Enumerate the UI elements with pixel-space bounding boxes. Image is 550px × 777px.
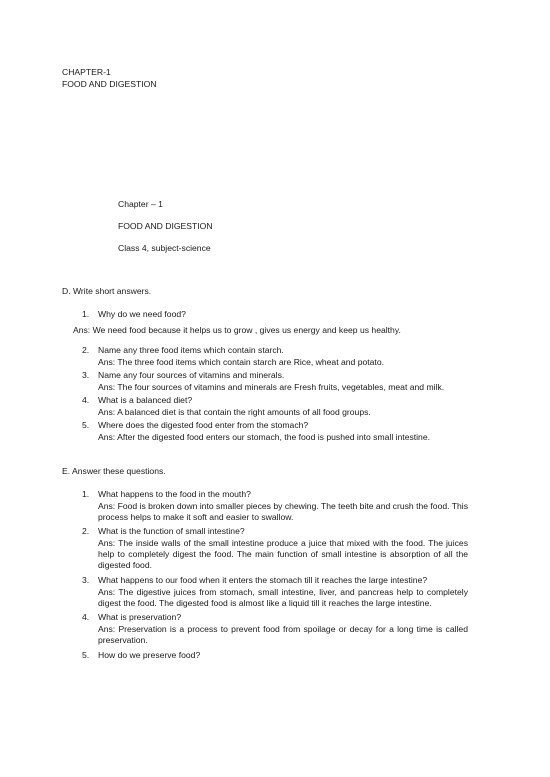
item-number: 3. <box>82 575 90 585</box>
section-e-heading: E. Answer these questions. <box>62 466 166 476</box>
answer: Ans: The four sources of vitamins and minerals are Fresh fruits, vegetables, meat and milk. <box>98 382 445 392</box>
answer: Ans: After the digested food enters our stomach, the food is pushed into small intestine. <box>98 432 431 442</box>
item-number: 2. <box>82 345 90 355</box>
block-chapter: Chapter – 1 <box>118 199 163 209</box>
block-class: Class 4, subject-science <box>118 243 211 253</box>
item-number: 5. <box>82 420 90 430</box>
answer: Ans: The three food items which contain starch are Rice, wheat and potato. <box>98 357 384 367</box>
answer: Ans: The inside walls of the small intestine produce a juice that mixed with the food. The juices help to completely digest the food. The main function of small intestine is absorption of all the digested food. <box>98 538 468 571</box>
answer: Ans: A balanced diet is that contain the right amounts of all food groups. <box>98 407 371 417</box>
question: What happens to the food in the mouth? <box>98 489 251 499</box>
question: What is preservation? <box>98 612 182 622</box>
question: Name any three food items which contain starch. <box>98 345 284 355</box>
item-number: 4. <box>82 612 90 622</box>
answer: Ans: Preservation is a process to prevent food from spoilage or decay for a long time is called preservation. <box>98 624 468 646</box>
header-chapter: CHAPTER-1 <box>62 67 111 77</box>
question: What is a balanced diet? <box>98 395 193 405</box>
question: Where does the digested food enter from the stomach? <box>98 420 309 430</box>
answer: Ans: The digestive juices from stomach, small intestine, liver, and pancreas help to completely digest the food. The digested food is almost like a liquid till it reaches the large intestine. <box>98 587 468 609</box>
item-number: 2. <box>82 526 90 536</box>
answer: Ans: Food is broken down into smaller pieces by chewing. The teeth bite and crush the food. This process helps to make it soft and easier to swallow. <box>98 501 468 523</box>
question: What happens to our food when it enters the stomach till it reaches the large intestine? <box>98 575 428 585</box>
section-d-heading: D. Write short answers. <box>62 286 152 296</box>
question: How do we preserve food? <box>98 650 201 660</box>
question: What is the function of small intestine? <box>98 526 245 536</box>
question: Name any four sources of vitamins and minerals. <box>98 370 285 380</box>
item-number: 5. <box>82 650 90 660</box>
question: Why do we need food? <box>98 309 186 319</box>
item-number: 1. <box>82 309 90 319</box>
answer: Ans: We need food because it helps us to grow , gives us energy and keep us healthy. <box>73 325 401 335</box>
item-number: 4. <box>82 395 90 405</box>
block-title: FOOD AND DIGESTION <box>118 221 213 231</box>
item-number: 3. <box>82 370 90 380</box>
item-number: 1. <box>82 489 90 499</box>
header-title: FOOD AND DIGESTION <box>62 79 157 89</box>
